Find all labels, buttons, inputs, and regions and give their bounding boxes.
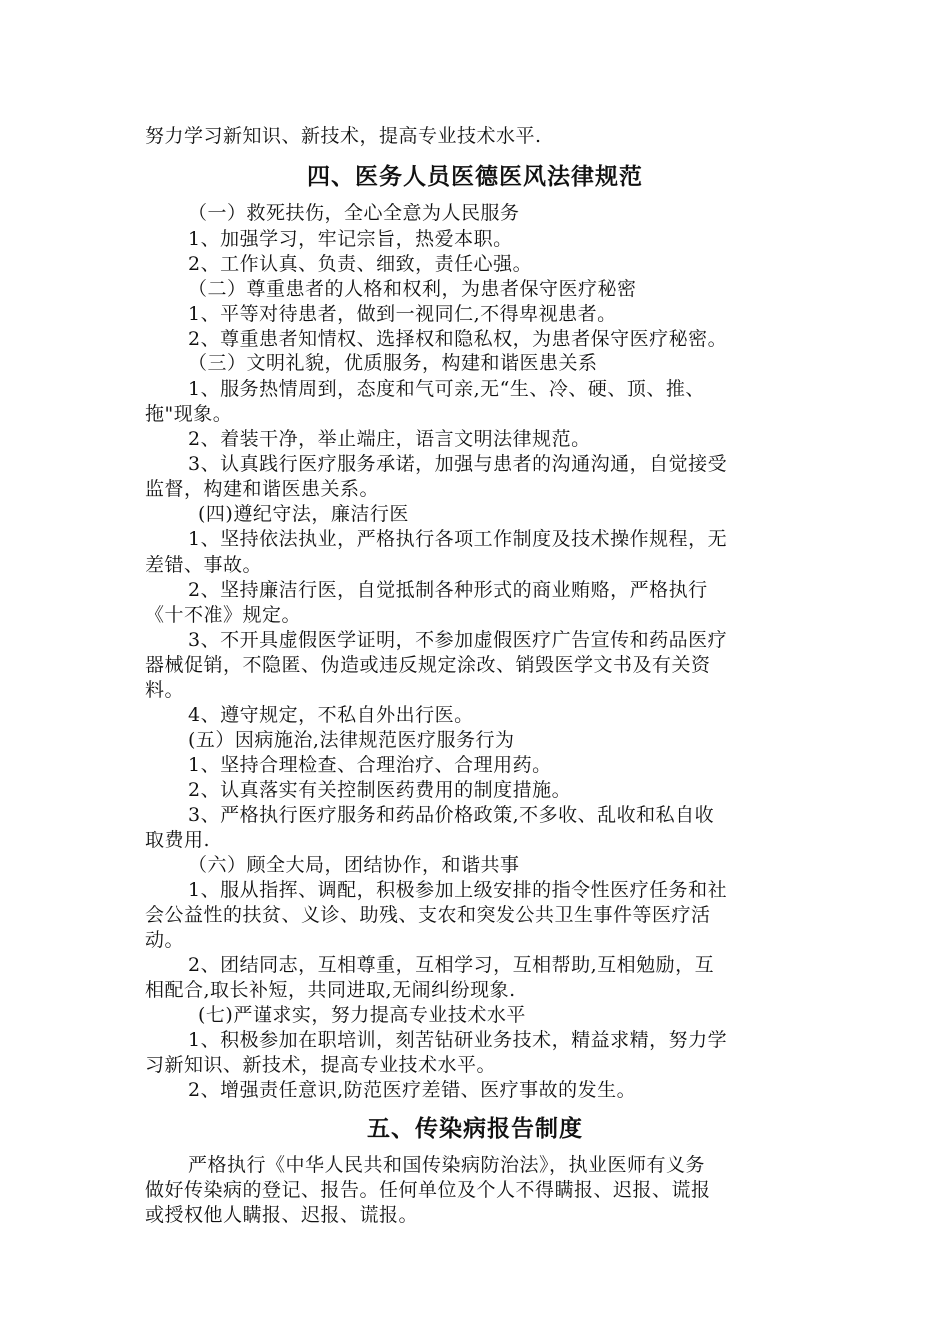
list-item-continuation: 《十不准》规定。: [145, 604, 302, 626]
list-item-continuation: 拖"现象。: [145, 403, 233, 425]
subsection-heading: （三）文明礼貌，优质服务，构建和谐医患关系: [188, 352, 598, 374]
list-item-continuation: 差错、事故。: [145, 554, 263, 576]
list-item-continuation: 相配合,取长补短，共同进取,无闹纠纷现象.: [145, 979, 516, 1001]
paragraph-line: 做好传染病的登记、报告。任何单位及个人不得瞒报、迟报、谎报: [145, 1179, 711, 1201]
list-item-continuation: 料。: [145, 679, 185, 701]
list-item: 3、不开具虚假医学证明，不参加虚假医疗广告宣传和药品医疗: [188, 629, 728, 651]
list-item: 1、坚持合理检查、合理治疗、合理用药。: [188, 754, 552, 776]
list-item: 2、工作认真、负责、细致，责任心强。: [188, 253, 533, 275]
list-item: 1、积极参加在职培训，刻苦钻研业务技术，精益求精，努力学: [188, 1029, 728, 1051]
list-item: 4、遵守规定，不私自外出行医。: [188, 704, 474, 726]
list-item: 2、认真落实有关控制医药费用的制度措施。: [188, 779, 572, 801]
list-item: 1、坚持依法执业，严格执行各项工作制度及技术操作规程，无: [188, 528, 728, 550]
subsection-heading: （二）尊重患者的人格和权利，为患者保守医疗秘密: [188, 278, 637, 300]
subsection-heading: (四)遵纪守法，廉洁行医: [198, 503, 409, 525]
list-item: 2、团结同志，互相尊重，互相学习，互相帮助,互相勉励，互: [188, 954, 715, 976]
list-item: 2、增强责任意识,防范医疗差错、医疗事故的发生。: [188, 1079, 637, 1101]
subsection-heading: (七)严谨求实，努力提高专业技术水平: [198, 1004, 526, 1026]
list-item-continuation: 监督，构建和谐医患关系。: [145, 478, 380, 500]
list-item: 2、着装干净，举止端庄，语言文明法律规范。: [188, 428, 591, 450]
list-item-continuation: 会公益性的扶贫、义诊、助残、支农和突发公共卫生事件等医疗活: [145, 904, 711, 926]
paragraph-line: 或授权他人瞒报、迟报、谎报。: [145, 1204, 419, 1226]
section-heading-5: 五、传染病报告制度: [367, 1116, 583, 1142]
list-item: 3、认真践行医疗服务承诺，加强与患者的沟通沟通，自觉接受: [188, 453, 728, 475]
list-item-continuation: 器械促销，不隐匿、伪造或违反规定涂改、销毁医学文书及有关资: [145, 654, 711, 676]
list-item-continuation: 习新知识、新技术，提高专业技术水平。: [145, 1054, 497, 1076]
list-item: 1、加强学习，牢记宗旨，热爱本职。: [188, 228, 513, 250]
list-item: 1、平等对待患者，做到一视同仁,不得卑视患者。: [188, 303, 617, 325]
list-item: 2、坚持廉洁行医，自觉抵制各种形式的商业贿赂，严格执行: [188, 579, 708, 601]
subsection-heading: (五）因病施治,法律规范医疗服务行为: [188, 729, 515, 751]
list-item: 3、严格执行医疗服务和药品价格政策,不多收、乱收和私自收: [188, 804, 715, 826]
list-item-continuation: 取费用.: [145, 829, 211, 851]
list-item-continuation: 动。: [145, 929, 185, 951]
list-item: 1、服务热情周到，态度和气可亲,无“生、冷、硬、顶、推、: [188, 378, 705, 400]
subsection-heading: （一）救死扶伤，全心全意为人民服务: [188, 202, 520, 224]
list-item: 2、尊重患者知情权、选择权和隐私权，为患者保守医疗秘密。: [188, 328, 728, 350]
list-item: 1、服从指挥、调配，积极参加上级安排的指令性医疗任务和社: [188, 879, 728, 901]
subsection-heading: （六）顾全大局，团结协作，和谐共事: [188, 854, 520, 876]
body-text-line: 努力学习新知识、新技术，提高专业技术水平.: [145, 125, 542, 147]
section-heading-4: 四、医务人员医德医风法律规范: [307, 164, 643, 190]
paragraph-line: 严格执行《中华人民共和国传染病防治法》，执业医师有义务: [188, 1154, 706, 1176]
